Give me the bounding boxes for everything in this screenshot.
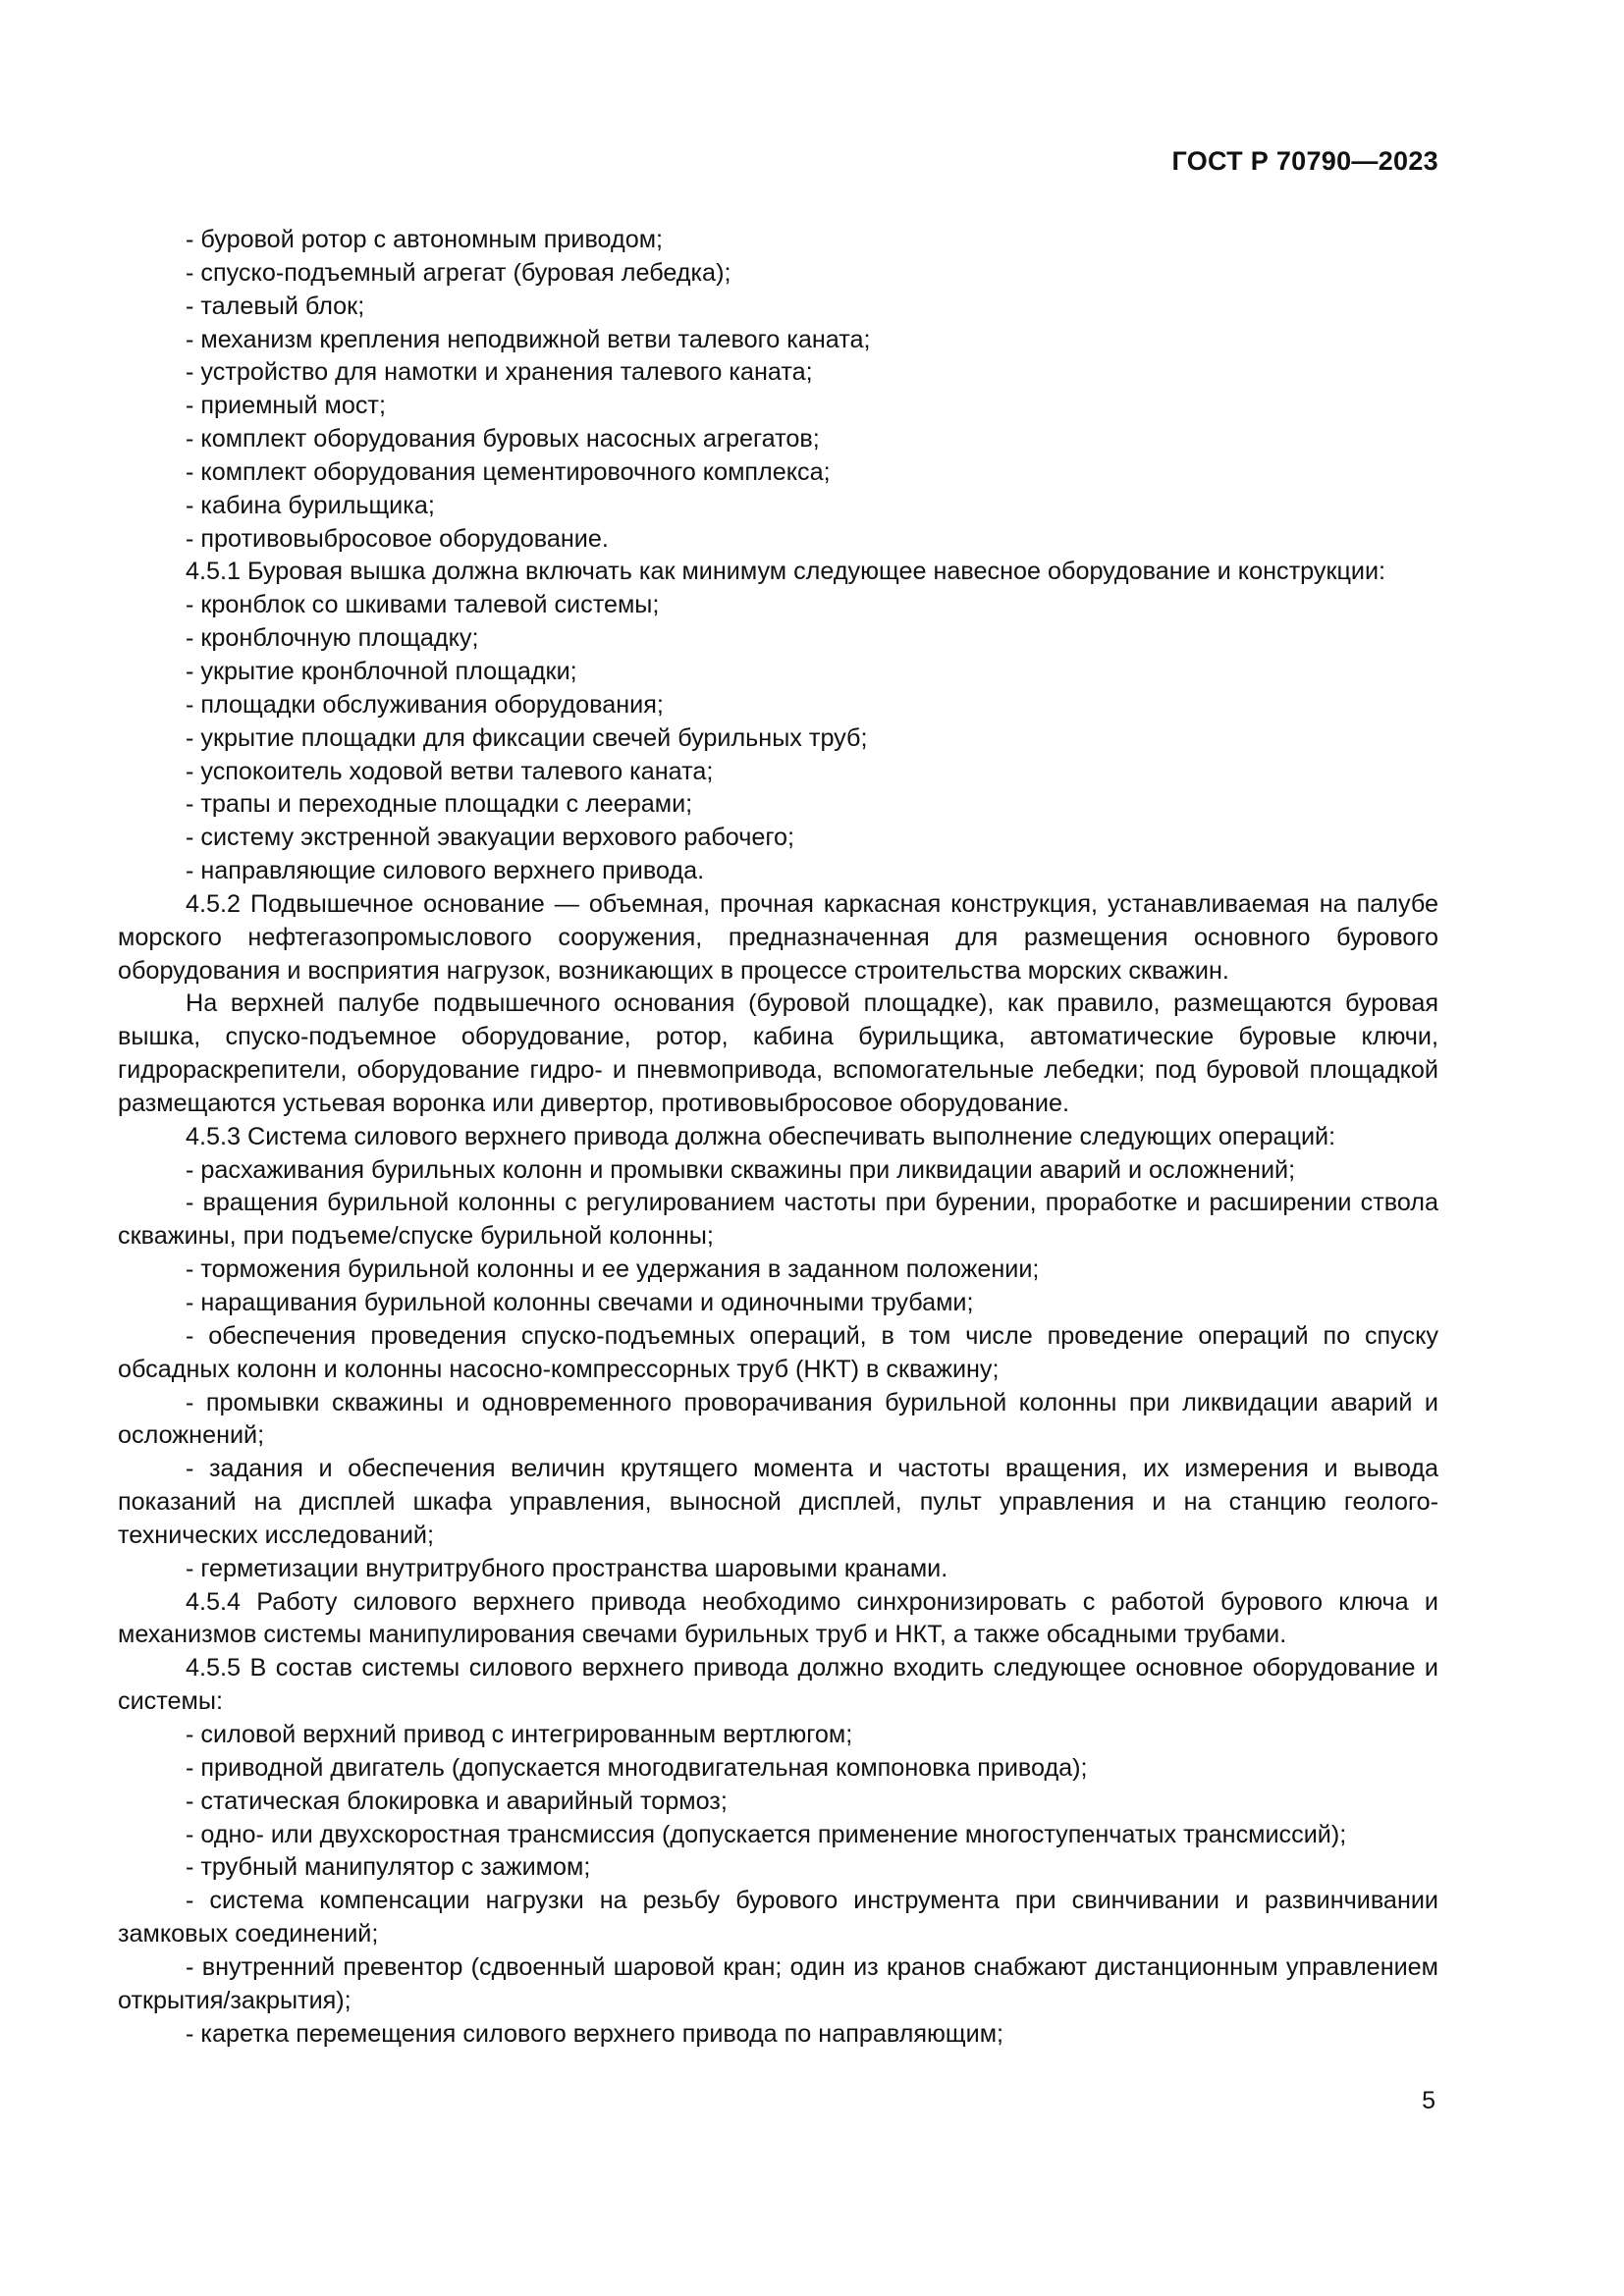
list-item: - каретка перемещения силового верхнего привода по направляющим; xyxy=(186,2019,1004,2048)
document-body xyxy=(118,224,1438,2051)
list-item: - торможения бурильной колонны и ее удержания в заданном положении; xyxy=(186,1255,1040,1284)
list-item: - приводной двигатель (допускается многодвигательная компоновка привода); xyxy=(186,1753,1088,1782)
clause-4-5-4: 4.5.4 Работу силового верхнего привода необходимо синхронизировать с работой бурового ключа и механизмов системы манипулирования свечами бурильных труб и НКТ, а также обсадными трубами. xyxy=(118,1587,1438,1649)
list-item: - кронблочную площадку; xyxy=(186,624,479,653)
list-item: - систему экстренной эвакуации верхового рабочего; xyxy=(186,824,794,852)
list-item: - приемный мост; xyxy=(186,392,386,420)
list-item: - силовой верхний привод с интегрированным вертлюгом; xyxy=(186,1720,853,1748)
list-item: - направляющие силового верхнего привода. xyxy=(186,857,705,885)
list-item: - наращивания бурильной колонны свечами и одиночными трубами; xyxy=(186,1289,974,1316)
document-designation: ГОСТ Р 70790—2023 xyxy=(1171,146,1438,176)
list-item: - система компенсации нагрузки на резьбу бурового инструмента при свинчивании и развинчивании замковых соединений; xyxy=(118,1887,1438,1949)
page-number: 5 xyxy=(1422,2087,1435,2114)
list-item: - спуско-подъемный агрегат (буровая лебедка); xyxy=(186,258,731,287)
list-item: - комплект оборудования буровых насосных агрегатов; xyxy=(186,425,820,454)
list-item: - расхаживания бурильных колонн и промывки скважины при ликвидации аварий и осложнений; xyxy=(186,1155,1296,1184)
list-item: - механизм крепления неподвижной ветви талевого каната; xyxy=(186,325,871,353)
list-item: - внутренний превентор (сдвоенный шаровой кран; один из кранов снабжают дистанционным управлением открытия/закрытия); xyxy=(118,1952,1438,2014)
clause-4-5-5: 4.5.5 В состав системы силового верхнего привода должно входить следующее основное оборудование и системы: xyxy=(118,1654,1438,1716)
list-item: - статическая блокировка и аварийный тормоз; xyxy=(186,1787,728,1815)
clause-4-5-3: 4.5.3 Система силового верхнего привода должна обеспечивать выполнение следующих операций: xyxy=(186,1122,1336,1150)
list-item: - герметизации внутритрубного пространства шаровыми кранами. xyxy=(186,1554,948,1582)
list-item: - трапы и переходные площадки с леерами; xyxy=(186,790,693,819)
list-item: - задания и обеспечения величин крутящего момента и частоты вращения, их измерения и вывода показаний на дисплей шкафа управления, выносной дисплей, пульт управления и на станцию геологотехнических исследований; xyxy=(118,1455,1438,1549)
paragraph: На верхней палубе подвышечного основания (буровой площадке), как правило, размещаются буровая вышка, спуско-подъемное оборудование, ротор, кабина бурильщика, автоматические буровые ключи, гидрораскрепители, оборудование гидро- и пневмопривода, вспомогательные лебедки; под буровой площадкой размещаются устьевая воронка или дивертор, противовыбросовое оборудование. xyxy=(118,989,1438,1117)
list-item: - укрытие кронблочной площадки; xyxy=(186,657,577,685)
list-item: - устройство для намотки и хранения талевого каната; xyxy=(186,358,813,387)
list-item: - талевый блок; xyxy=(186,292,365,320)
list-item: - буровой ротор с автономным приводом; xyxy=(186,226,664,253)
list-item: - успокоитель ходовой ветви талевого каната; xyxy=(186,757,714,785)
list-item: - кронблок со шкивами талевой системы; xyxy=(186,591,660,619)
list-item: - комплект оборудования цементировочного комплекса; xyxy=(186,457,831,486)
list-item: - одно- или двухскоростная трансмиссия (допускается применение многоступенчатых трансмиссий); xyxy=(186,1820,1347,1848)
list-item: - обеспечения проведения спуско-подъемных операций, в том числе проведение операций по спуску обсадных колонн и колонны насосно-компрессорных труб (НКТ) в скважину; xyxy=(118,1321,1438,1383)
list-item: - площадки обслуживания оборудования; xyxy=(186,690,664,719)
list-item: - противовыбросовое оборудование. xyxy=(186,524,609,553)
list-item: - вращения бурильной колонны с регулированием частоты при бурении, проработке и расширении ствола скважины, при подъеме/спуске бурильной колонны; xyxy=(118,1189,1438,1251)
clause-4-5-2: 4.5.2 Подвышечное основание — объемная, прочная каркасная конструкция, устанавливаемая на палубе морского нефтегазопромыслового сооружения, предназначенная для размещения основного бурового оборудования и восприятия нагрузок, возникающих в процессе строительства морских скважин. xyxy=(118,889,1438,985)
list-item: - промывки скважины и одновременного проворачивания бурильной колонны при ликвидации аварий и осложнений; xyxy=(118,1388,1438,1450)
list-item: - трубный манипулятор с зажимом; xyxy=(186,1853,591,1882)
list-item: - кабина бурильщика; xyxy=(186,491,435,519)
list-item: - укрытие площадки для фиксации свечей бурильных труб; xyxy=(186,723,868,752)
clause-4-5-1: 4.5.1 Буровая вышка должна включать как минимум следующее навесное оборудование и конструкции: xyxy=(186,558,1386,586)
